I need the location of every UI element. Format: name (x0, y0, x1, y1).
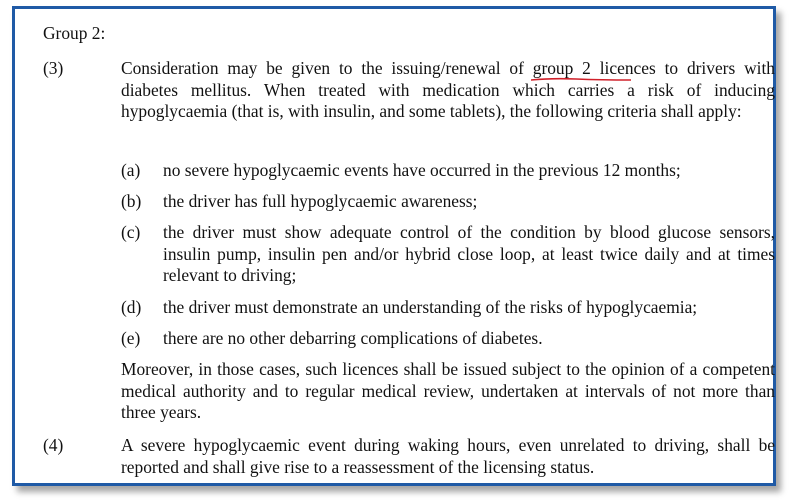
item-b-letter: (b) (121, 191, 142, 211)
item-d-text: the driver must demonstrate an understanding of the risks of hypoglycaemia; (163, 297, 698, 317)
item-a-text: no severe hypoglycaemic events have occurred in the previous 12 months; (163, 160, 681, 180)
paragraph-3-text (121, 58, 775, 123)
item-e-letter: (e) (121, 328, 141, 348)
underlined-phrase-text: group 2 licences (532, 58, 656, 78)
paragraph-3-closing: Moreover, in those cases, such licences shall be issued subject to the opinion of a competent medical authority and to regular medical review, undertaken at intervals of not more than three years. (121, 359, 775, 422)
document-frame (12, 6, 776, 486)
item-c-text: the driver must show adequate control of the condition by blood glucose sensors, insulin pump, insulin pen and/or hybrid close loop, at least twice daily and at times relevant to driving; (163, 222, 775, 285)
paragraph-3-text-after: to drivers with diabetes mellitus. When treated with medication which carries a risk of inducing hypoglycaemia (that is, with insulin, and some tablets), the following criteria shall apply: (121, 58, 775, 121)
paragraph-3-text-before: Consideration may be given to the issuing/renewal of (121, 58, 533, 78)
item-c-letter: (c) (121, 222, 141, 242)
paragraph-3-number: (3) (43, 58, 64, 78)
paragraph-4-text: A severe hypoglycaemic event during waking hours, even unrelated to driving, shall be reported and shall give rise to a reassessment of the licensing status. (121, 435, 775, 477)
item-d-letter: (d) (121, 297, 142, 317)
item-b-text: the driver has full hypoglycaemic awareness; (163, 191, 478, 211)
paragraph-4-number: (4) (43, 435, 64, 455)
underlined-phrase (533, 58, 656, 78)
group-heading: Group 2: (43, 23, 106, 43)
item-a-letter: (a) (121, 160, 141, 180)
item-e-text: there are no other debarring complications of diabetes. (163, 328, 543, 348)
